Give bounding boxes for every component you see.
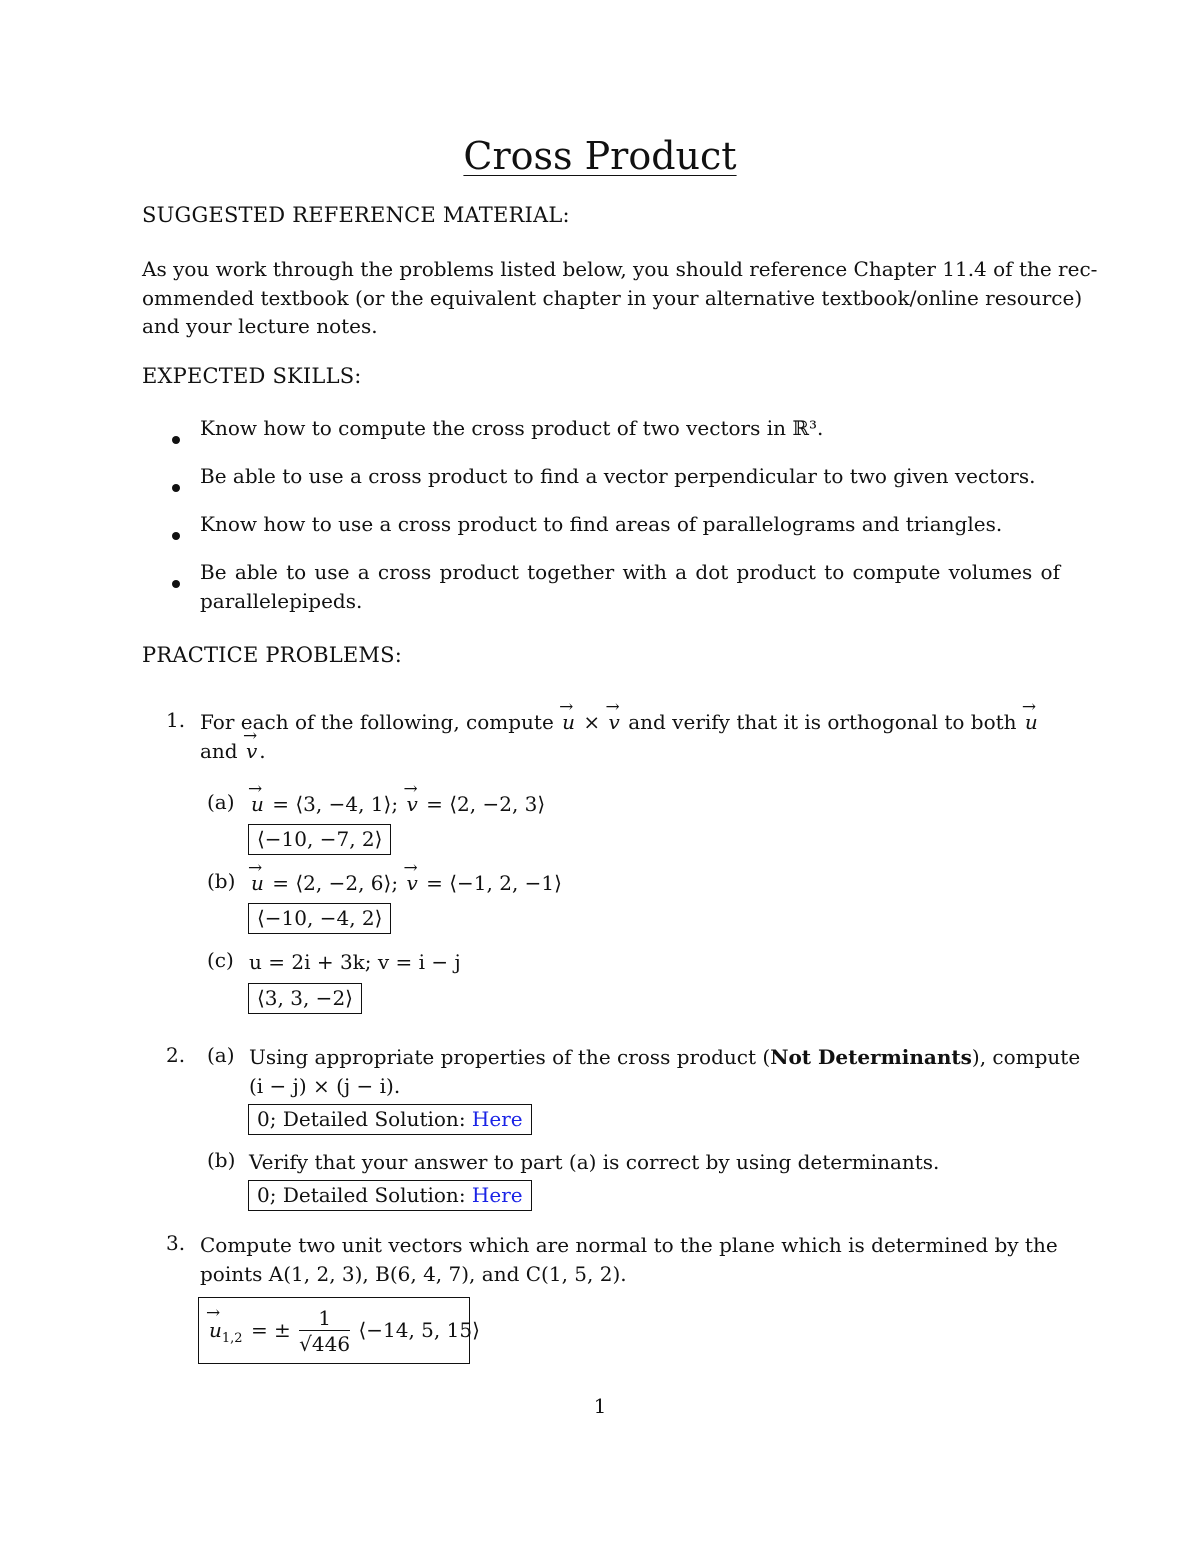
part-2b-text: Verify that your answer to part (a) is correct by using determinants.: [249, 1150, 940, 1174]
answer-prefix: 0; Detailed Solution:: [257, 1183, 466, 1207]
part-1c-text: u = 2i + 3k; v = i − j: [249, 950, 461, 974]
skill-item-3: Know how to use a cross product to find areas of parallelograms and triangles.: [200, 512, 1003, 536]
fraction: [299, 1306, 350, 1357]
part-1b-text: [249, 869, 1061, 898]
bullet-dot: [172, 521, 180, 545]
vector-v: → v: [607, 708, 622, 737]
part-2b-answer: [248, 1180, 532, 1211]
part-1b-u-value: = ⟨2, −2, 6⟩;: [272, 871, 399, 895]
part-1a-v-value: = ⟨2, −2, 3⟩: [426, 792, 546, 816]
problem-1-text: [200, 708, 1060, 766]
part-1c-answer: ⟨3, 3, −2⟩: [248, 983, 362, 1014]
vector-u: → u: [560, 708, 577, 737]
fraction-denominator: √446: [299, 1332, 351, 1356]
part-2a-text-2: ), compute: [971, 1045, 1081, 1069]
problem-3-line-1: Compute two unit vectors which are normal to the plane which is determined by the: [200, 1233, 1058, 1257]
answer-vector: ⟨−14, 5, 15⟩: [358, 1318, 480, 1342]
part-2a-answer: [248, 1104, 532, 1135]
intro-line-1: As you work through the problems listed below, you should reference Chapter 11.4 of the rec-: [142, 257, 1098, 281]
problem-3-answer: [198, 1297, 480, 1364]
skill-item-2: Be able to use a cross product to find a vector perpendicular to two given vectors.: [200, 464, 1036, 488]
practice-heading: PRACTICE PROBLEMS:: [142, 643, 402, 667]
solution-link[interactable]: Here: [471, 1183, 523, 1207]
vector-v: → v: [244, 737, 259, 766]
fraction-numerator: 1: [299, 1306, 350, 1331]
skill-item-4: Be able to use a cross product together with a dot product to compute volumes of parallelepipeds.: [200, 560, 1060, 613]
part-1b-label: (b): [207, 869, 236, 893]
part-2a-text: [249, 1043, 1081, 1101]
vector-u: → u: [249, 869, 266, 898]
part-2a-label: (a): [207, 1043, 235, 1067]
cross-symbol: ×: [583, 710, 601, 734]
intro-line-3: and your lecture notes.: [142, 314, 378, 338]
problem-1-text-b: and verify that it is orthogonal to both: [628, 710, 1017, 734]
part-2a-text-1: Using appropriate properties of the cross product (: [249, 1045, 771, 1069]
solution-link[interactable]: Here: [471, 1107, 523, 1131]
part-1b-answer: ⟨−10, −4, 2⟩: [248, 903, 391, 934]
page-number: 1: [593, 1394, 607, 1418]
vector-v: → v: [404, 869, 419, 898]
problem-1-text-a: For each of the following, compute: [200, 710, 554, 734]
bullet-dot: [172, 569, 180, 593]
part-1a-u-value: = ⟨3, −4, 1⟩;: [272, 792, 399, 816]
bullet-dot: [172, 425, 180, 449]
problem-2-number: 2.: [166, 1043, 186, 1067]
problem-3-text: [200, 1231, 1060, 1289]
vector-u: → u: [249, 790, 266, 819]
page-title: Cross Product: [463, 134, 737, 178]
unit-vector: → $u_{1,2}$: [207, 1318, 245, 1346]
part-1a-label: (a): [207, 790, 235, 814]
reference-heading: SUGGESTED REFERENCE MATERIAL:: [142, 203, 570, 227]
unit-vector-subscript: 1,2: [221, 1331, 243, 1346]
not-determinants: Not Determinants: [770, 1045, 972, 1069]
part-1a-answer: ⟨−10, −7, 2⟩: [248, 824, 391, 855]
part-1c-label: (c): [207, 948, 234, 972]
answer-equals: = ±: [250, 1318, 291, 1342]
vector-u: → u: [1023, 708, 1040, 737]
part-1b-v-value: = ⟨−1, 2, −1⟩: [426, 871, 562, 895]
part-2b-label: (b): [207, 1148, 236, 1172]
problem-3-line-2: points A(1, 2, 3), B(6, 4, 7), and C(1, 5, 2).: [200, 1262, 627, 1286]
vector-v: → v: [404, 790, 419, 819]
problem-1-number: 1.: [166, 708, 186, 732]
skills-heading: EXPECTED SKILLS:: [142, 364, 362, 388]
part-2a-expression: (i − j) × (j − i).: [249, 1074, 401, 1098]
intro-paragraph: [142, 255, 1098, 341]
problem-1-text-c: and: [200, 739, 238, 763]
part-1a-text: [249, 790, 1061, 819]
problem-3-number: 3.: [166, 1231, 186, 1255]
bullet-dot: [172, 473, 180, 497]
intro-line-2: ommended textbook (or the equivalent chapter in your alternative textbook/online resource): [142, 285, 1083, 310]
answer-prefix: 0; Detailed Solution:: [257, 1107, 466, 1131]
skill-item-1: Know how to compute the cross product of two vectors in ℝ³.: [200, 416, 824, 440]
period: .: [259, 739, 266, 763]
